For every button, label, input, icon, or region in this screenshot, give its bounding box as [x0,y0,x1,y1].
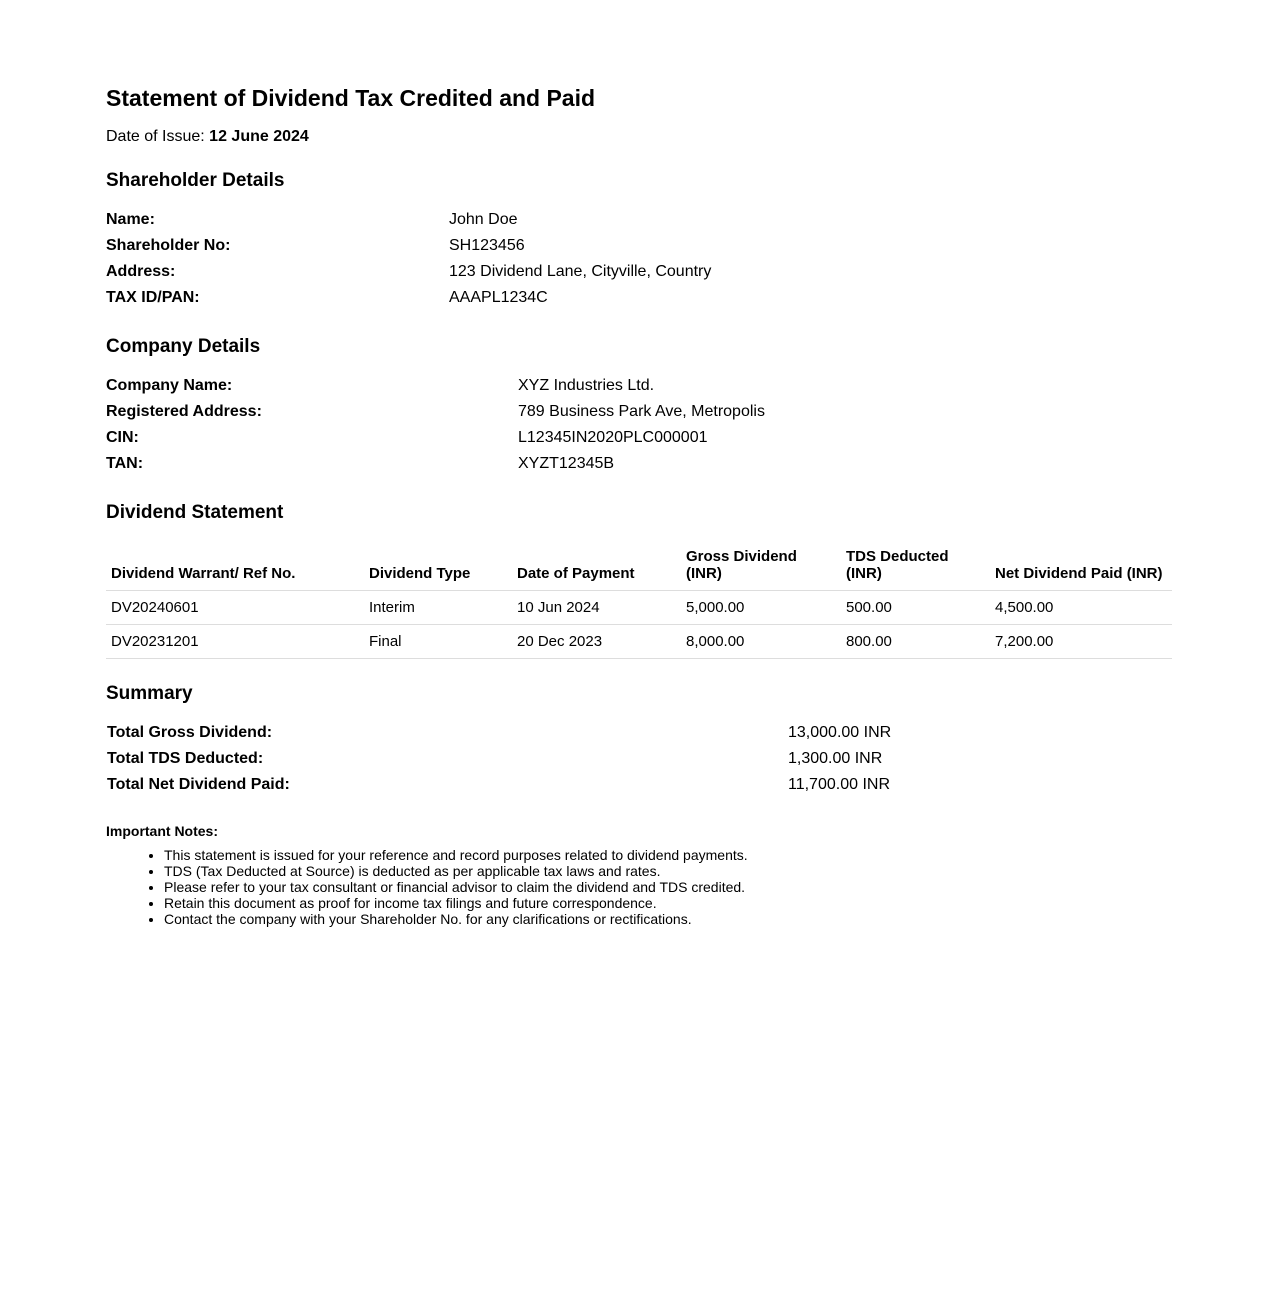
list-item: • TDS (Tax Deducted at Source) is deducted as per applicable tax laws and rates. [164,863,748,879]
summary-row [107,746,891,772]
shareholder-row [106,259,711,285]
summary-label: Total Gross Dividend: [107,724,273,741]
shareholder-heading: Shareholder Details [106,170,285,191]
field-value: XYZT12345B [518,455,615,472]
gross-cell: 5,000.00 [681,591,841,625]
notes-list [106,847,748,927]
ref-no-cell: DV20240601 [106,591,364,625]
gross-cell: 8,000.00 [681,625,841,659]
company-row [106,451,765,477]
column-header: Dividend Warrant/ Ref No. [106,540,364,591]
field-value: AAAPL1234C [449,289,548,306]
dividend-table [106,540,1172,659]
list-item: • Please refer to your tax consultant or financial advisor to claim the dividend and TDS credited. [164,879,748,895]
field-label: Company Name: [106,377,233,394]
field-label: CIN: [106,429,139,446]
payment-date-cell: 20 Dec 2023 [512,625,681,659]
summary-row [107,720,891,746]
shareholder-details-table [106,207,711,311]
table-row [106,591,1172,625]
field-label: Address: [106,263,176,280]
company-heading: Company Details [106,336,261,357]
type-cell: Interim [364,591,512,625]
table-row [106,625,1172,659]
field-label: Registered Address: [106,403,262,420]
column-header: TDS Deducted (INR) [841,540,990,591]
field-label: Shareholder No: [106,237,231,254]
net-cell: 7,200.00 [990,625,1172,659]
field-value: 123 Dividend Lane, Cityville, Country [449,263,712,280]
summary-value: 13,000.00 INR [788,724,892,741]
list-item: • Retain this document as proof for income tax filings and future correspondence. [164,895,748,911]
field-label: TAN: [106,455,144,472]
issue-date-label: Date of Issue: [106,128,205,145]
field-label: TAX ID/PAN: [106,289,200,306]
field-value: L12345IN2020PLC000001 [518,429,708,446]
column-header: Net Dividend Paid (INR) [990,540,1172,591]
shareholder-row [106,285,711,311]
ref-no-cell: DV20231201 [106,625,364,659]
shareholder-row [106,233,711,259]
dividend-header-row [106,540,1172,591]
company-row [106,373,765,399]
list-item: • This statement is issued for your reference and record purposes related to dividend payments. [164,847,748,863]
issue-date-value: 12 June 2024 [209,128,309,145]
field-value: 789 Business Park Ave, Metropolis [518,403,765,420]
type-cell: Final [364,625,512,659]
dividend-heading: Dividend Statement [106,502,284,523]
field-value: XYZ Industries Ltd. [518,377,655,394]
shareholder-row [106,207,711,233]
list-item: • Contact the company with your Shareholder No. for any clarifications or rectifications. [164,911,748,927]
summary-value: 11,700.00 INR [788,776,890,793]
page-title: Statement of Dividend Tax Credited and Paid [106,85,596,111]
net-cell: 4,500.00 [990,591,1172,625]
payment-date-cell: 10 Jun 2024 [512,591,681,625]
company-details-table [106,373,765,477]
column-header: Dividend Type [364,540,512,591]
issue-date-line [106,127,309,146]
summary-heading: Summary [106,683,193,704]
summary-row [107,772,891,798]
notes-heading: Important Notes: [106,823,218,839]
tds-cell: 800.00 [841,625,990,659]
summary-value: 1,300.00 INR [788,750,883,767]
summary-table [107,720,891,798]
field-value: John Doe [449,211,518,228]
tds-cell: 500.00 [841,591,990,625]
field-value: SH123456 [449,237,525,254]
summary-label: Total TDS Deducted: [107,750,264,767]
summary-label: Total Net Dividend Paid: [107,776,290,793]
company-row [106,399,765,425]
field-label: Name: [106,211,155,228]
column-header: Date of Payment [512,540,681,591]
column-header: Gross Dividend (INR) [681,540,841,591]
company-row [106,425,765,451]
